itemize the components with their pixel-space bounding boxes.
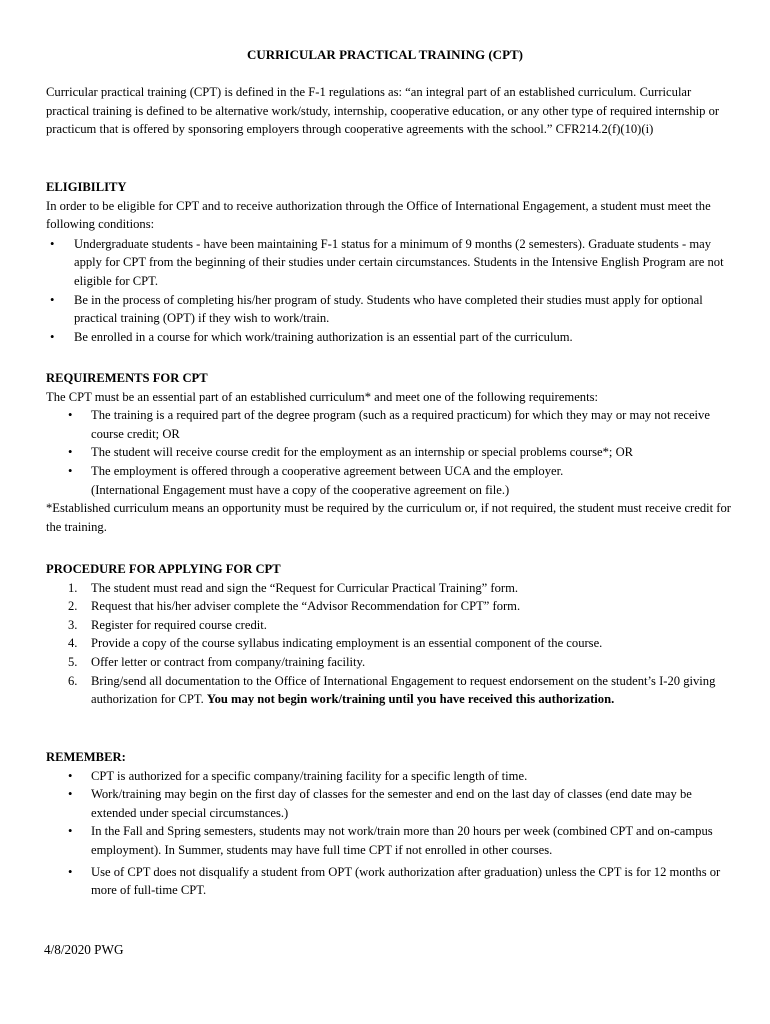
requirement-item: • The employment is offered through a cooperative agreement between UCA and the employer.: [46, 462, 736, 481]
requirements-intro: The CPT must be an essential part of an established curriculum* and meet one of the following requirements:: [46, 389, 598, 404]
remember-item: • CPT is authorized for a specific company/training facility for a specific length of time.: [46, 767, 736, 786]
remember-item: • In the Fall and Spring semesters, students may not work/train more than 20 hours per week (combined CPT and on-campus employment). In Summer, students may have full time CPT if not enrolled in other courses.: [68, 824, 713, 857]
remember-section: [46, 748, 736, 900]
step-number: 4.: [68, 636, 78, 651]
step-number: 3.: [68, 617, 78, 632]
eligibility-intro: In order to be eligible for CPT and to receive authorization through the Office of International Engagement, a student must meet the following conditions:: [46, 198, 711, 232]
bullet-icon: •: [68, 768, 73, 783]
bullet-icon: •: [68, 445, 73, 460]
procedure-step: 6. Bring/send all documentation to the Office of International Engagement to request endorsement on the student’s I-20 giving authorization for CPT. You may not begin work/training until you have received this authorization.: [68, 673, 716, 707]
eligibility-item: • Be in the process of completing his/her program of study. Students who have completed their studies must apply for optional practical training (OPT) if they wish to work/train.: [50, 292, 703, 326]
step-number: 1.: [68, 580, 78, 595]
remember-item: • Work/training may begin on the first day of classes for the semester and end on the last day of classes (end date may be extended under special circumstances.): [68, 787, 692, 820]
requirement-item: • The training is a required part of the degree program (such as a required practicum) for which they may or may not receive course credit; OR: [68, 408, 710, 441]
bullet-icon: •: [68, 408, 73, 423]
step-number: 5.: [68, 654, 78, 669]
requirement-item: • The student will receive course credit for the employment as an internship or special problems course*; OR: [46, 443, 736, 462]
intro-paragraph: Curricular practical training (CPT) is defined in the F-1 regulations as: “an integral part of an established curriculum. Curricular practical training is defined to be alternative work/study, internship, cooperative education, or any other type of required internship or practicum that is offered by sponsoring employers through cooperative agreements with the school.” CFR214.2(f)(10)(i): [46, 85, 720, 137]
remember-heading: REMEMBER:: [46, 750, 126, 764]
requirements-footnote: *Established curriculum means an opportunity must be required by the curriculum or, if not required, the student must receive credit for the training.: [46, 501, 731, 534]
procedure-heading: PROCEDURE FOR APPLYING FOR CPT: [46, 562, 281, 576]
eligibility-item: • Undergraduate students - have been maintaining F-1 status for a minimum of 9 months (2 semesters). Graduate students - may apply for CPT from the beginning of their studies under certain circumstances. Students in the Intensive English Program are not eligible for CPT.: [50, 236, 724, 288]
remember-item: • Use of CPT does not disqualify a student from OPT (work authorization after graduation) unless the CPT is for 12 months or more of full-time CPT.: [68, 864, 721, 898]
footer-date: 4/8/2020 PWG: [44, 942, 124, 957]
procedure-step: 5. Offer letter or contract from company/training facility.: [46, 653, 736, 672]
bullet-icon: •: [50, 292, 55, 307]
step-number: 2.: [68, 599, 78, 614]
requirements-section: [46, 369, 736, 536]
procedure-section: [46, 560, 736, 709]
bullet-icon: •: [68, 824, 73, 839]
step-number: 6.: [68, 673, 78, 688]
bullet-icon: •: [68, 787, 73, 802]
procedure-step: 1. The student must read and sign the “Request for Curricular Practical Training” form.: [46, 579, 736, 598]
eligibility-heading: ELIGIBILITY: [46, 180, 127, 194]
requirement-subnote: (International Engagement must have a copy of the cooperative agreement on file.): [91, 482, 510, 497]
eligibility-section: [46, 178, 736, 346]
requirements-heading: REQUIREMENTS FOR CPT: [46, 371, 208, 385]
eligibility-item: • Be enrolled in a course for which work/training authorization is an essential part of the curriculum.: [46, 328, 736, 347]
procedure-step: 4. Provide a copy of the course syllabus indicating employment is an essential component of the course.: [46, 634, 736, 653]
bullet-icon: •: [50, 236, 55, 251]
procedure-step: 2. Request that his/her adviser complete the “Advisor Recommendation for CPT” form.: [46, 597, 736, 616]
procedure-step: 3. Register for required course credit.: [46, 616, 736, 635]
bullet-icon: •: [50, 329, 55, 344]
bullet-icon: •: [68, 463, 73, 478]
bullet-icon: •: [68, 864, 73, 879]
authorization-warning: You may not begin work/training until you have received this authorization.: [206, 692, 615, 707]
document-title: CURRICULAR PRACTICAL TRAINING (CPT): [246, 47, 524, 62]
